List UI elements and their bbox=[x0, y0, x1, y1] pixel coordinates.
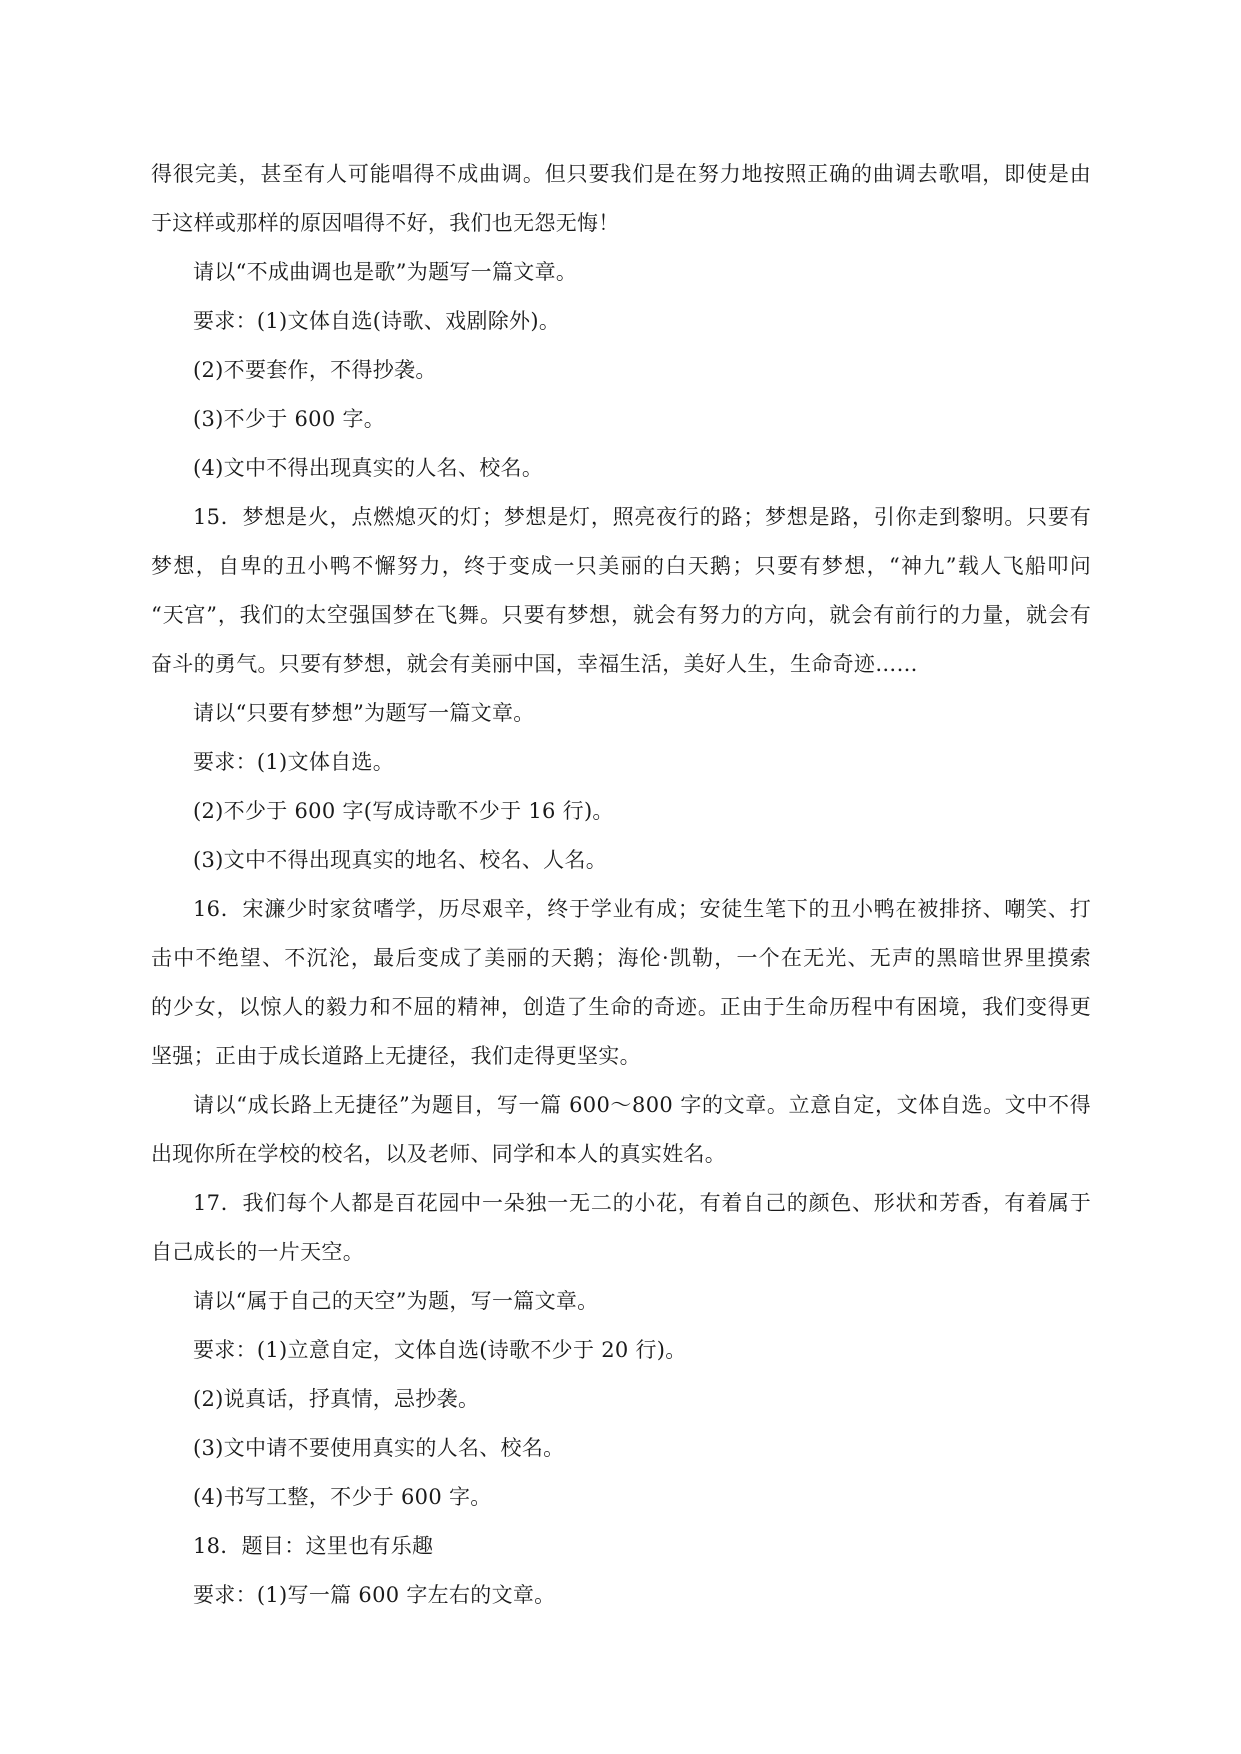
requirement-line: (4)文中不得出现真实的人名、校名。 bbox=[193, 456, 544, 480]
requirement-line: (2)不要套作，不得抄袭。 bbox=[193, 358, 437, 382]
question-18-title: 18．题目：这里也有乐趣 bbox=[193, 1534, 434, 1558]
text-line: 得很完美，甚至有人可能唱得不成曲调。但只要我们是在努力地按照正确的曲调去歌唱，即使是由 bbox=[151, 162, 1091, 186]
question-16-line: 16．宋濂少时家贫嗜学，历尽艰辛，终于学业有成；安徒生笔下的丑小鸭在被排挤、嘲笑、打 bbox=[193, 897, 1091, 921]
requirement-line: (2)说真话，抒真情，忌抄袭。 bbox=[193, 1387, 480, 1411]
prompt-line: 请以“不成曲调也是歌”为题写一篇文章。 bbox=[193, 260, 578, 284]
question-15-line: “天宫”，我们的太空强国梦在飞舞。只要有梦想，就会有努力的方向，就会有前行的力量，就会有 bbox=[151, 603, 1091, 627]
requirement-line: (4)书写工整，不少于 600 字。 bbox=[193, 1485, 492, 1509]
question-17-line: 17．我们每个人都是百花园中一朵独一无二的小花，有着自己的颜色、形状和芳香，有着属于 bbox=[193, 1191, 1091, 1215]
prompt-line: 出现你所在学校的校名，以及老师、同学和本人的真实姓名。 bbox=[151, 1142, 727, 1166]
question-15-line: 15．梦想是火，点燃熄灭的灯；梦想是灯，照亮夜行的路；梦想是路，引你走到黎明。只要有 bbox=[193, 505, 1091, 529]
text-line: 于这样或那样的原因唱得不好，我们也无怨无悔！ bbox=[151, 211, 620, 235]
requirement-line: 要求：(1)文体自选。 bbox=[193, 750, 395, 774]
question-16-line: 击中不绝望、不沉沦，最后变成了美丽的天鹅；海伦·凯勒，一个在无光、无声的黑暗世界里摸索 bbox=[151, 946, 1091, 970]
question-16-line: 的少女，以惊人的毅力和不屈的精神，创造了生命的奇迹。正由于生命历程中有困境，我们变得更 bbox=[151, 995, 1091, 1019]
requirement-line: 要求：(1)文体自选(诗歌、戏剧除外)。 bbox=[193, 309, 561, 333]
requirement-line: (3)文中不得出现真实的地名、校名、人名。 bbox=[193, 848, 608, 872]
requirement-line: 要求：(1)立意自定，文体自选(诗歌不少于 20 行)。 bbox=[193, 1338, 687, 1362]
prompt-line: 请以“只要有梦想”为题写一篇文章。 bbox=[193, 701, 535, 725]
requirement-line: (2)不少于 600 字(写成诗歌不少于 16 行)。 bbox=[193, 799, 614, 823]
requirement-line: (3)文中请不要使用真实的人名、校名。 bbox=[193, 1436, 565, 1460]
question-16-line: 坚强；正由于成长道路上无捷径，我们走得更坚实。 bbox=[151, 1044, 641, 1068]
question-15-line: 奋斗的勇气。只要有梦想，就会有美丽中国，幸福生活，美好人生，生命奇迹…… bbox=[151, 652, 918, 676]
document-page bbox=[151, 150, 1091, 1620]
requirement-line: 要求：(1)写一篇 600 字左右的文章。 bbox=[193, 1583, 556, 1607]
question-17-line: 自己成长的一片天空。 bbox=[151, 1240, 364, 1264]
prompt-line: 请以“属于自己的天空”为题，写一篇文章。 bbox=[193, 1289, 599, 1313]
prompt-line: 请以“成长路上无捷径”为题目，写一篇 600～800 字的文章。立意自定，文体自选。文中不得 bbox=[193, 1093, 1091, 1117]
question-15-line: 梦想，自卑的丑小鸭不懈努力，终于变成一只美丽的白天鹅；只要有梦想，“神九”载人飞船叩问 bbox=[151, 554, 1091, 578]
requirement-line: (3)不少于 600 字。 bbox=[193, 407, 386, 431]
